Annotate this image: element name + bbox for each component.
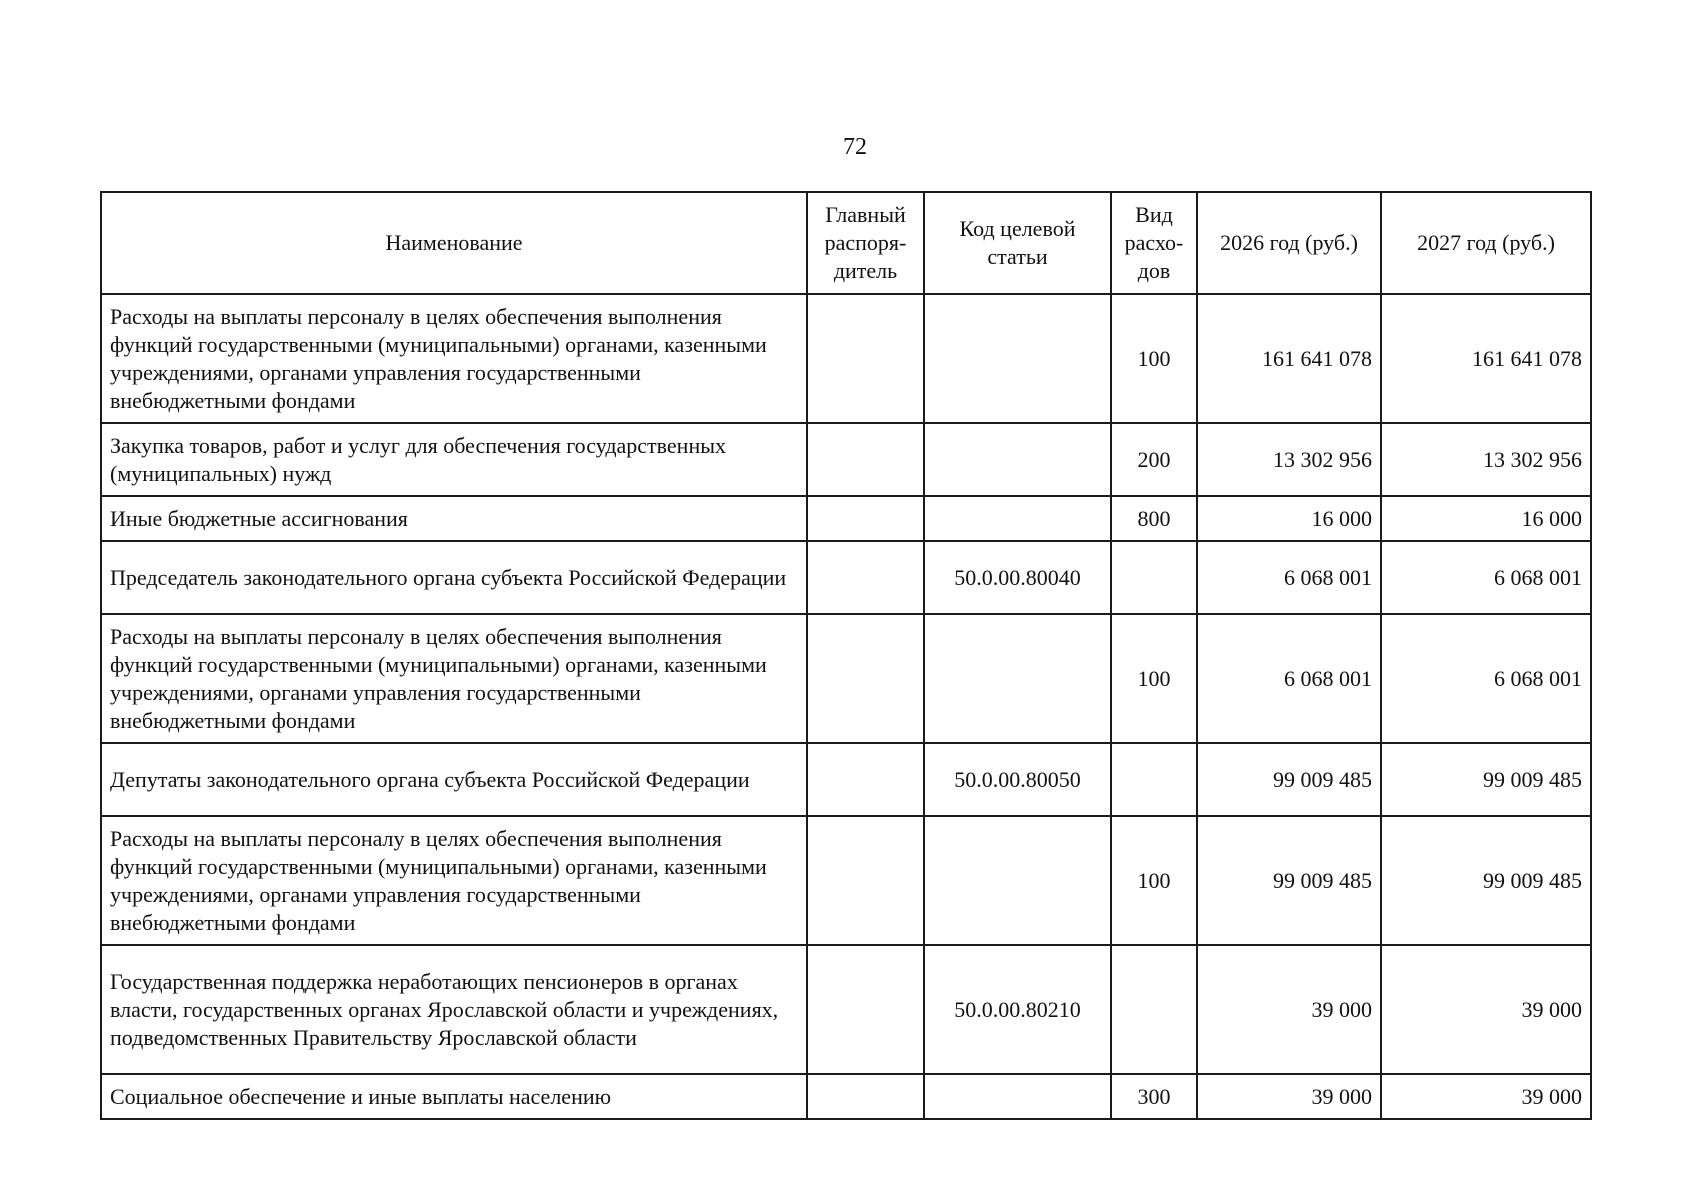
table-row: [101, 294, 1591, 423]
row-2026: 39 000: [1197, 945, 1381, 1074]
page-number: 72: [843, 134, 867, 160]
row-type: [1111, 743, 1197, 816]
row-name: Председатель законодательного органа субъекта Российской Федерации: [101, 541, 807, 614]
header-2027: 2027 год (руб.): [1381, 192, 1591, 294]
row-type: 100: [1111, 816, 1197, 945]
row-2026: 6 068 001: [1197, 614, 1381, 743]
row-type: 300: [1111, 1074, 1197, 1119]
row-2026: 6 068 001: [1197, 541, 1381, 614]
row-2027: 13 302 956: [1381, 423, 1591, 496]
header-code: Код целевой статьи: [924, 192, 1111, 294]
table-row: [101, 614, 1591, 743]
row-name: Депутаты законодательного органа субъекта Российской Федерации: [101, 743, 807, 816]
row-name: Социальное обеспечение и иные выплаты населению: [101, 1074, 807, 1119]
row-2026: 39 000: [1197, 1074, 1381, 1119]
row-type: 100: [1111, 614, 1197, 743]
row-admin: [807, 423, 924, 496]
row-2027: 6 068 001: [1381, 541, 1591, 614]
row-code: 50.0.00.80210: [924, 945, 1111, 1074]
table-row: [101, 1074, 1591, 1119]
row-2027: 99 009 485: [1381, 743, 1591, 816]
row-code: [924, 294, 1111, 423]
row-2027: 161 641 078: [1381, 294, 1591, 423]
row-code: [924, 614, 1111, 743]
table-row: [101, 423, 1591, 496]
budget-table: [100, 191, 1592, 1120]
header-admin: Главный распоря-дитель: [807, 192, 924, 294]
table-row: [101, 496, 1591, 541]
table-header-row: [101, 192, 1591, 294]
row-code: [924, 816, 1111, 945]
row-code: 50.0.00.80050: [924, 743, 1111, 816]
row-name: Расходы на выплаты персоналу в целях обеспечения выполнения функций государственными (муниципальными) органами, казенными учреждениями, органами управления государственными внебюджетными фондами: [101, 294, 807, 423]
row-admin: [807, 945, 924, 1074]
header-type: Вид расхо-дов: [1111, 192, 1197, 294]
row-2026: 99 009 485: [1197, 743, 1381, 816]
row-code: [924, 423, 1111, 496]
row-2027: 16 000: [1381, 496, 1591, 541]
row-name: Иные бюджетные ассигнования: [101, 496, 807, 541]
row-code: [924, 496, 1111, 541]
row-2027: 6 068 001: [1381, 614, 1591, 743]
row-type: [1111, 541, 1197, 614]
row-type: 100: [1111, 294, 1197, 423]
row-2026: 161 641 078: [1197, 294, 1381, 423]
row-type: [1111, 945, 1197, 1074]
row-type: 800: [1111, 496, 1197, 541]
table-row: [101, 541, 1591, 614]
row-admin: [807, 496, 924, 541]
row-name: Закупка товаров, работ и услуг для обеспечения государственных (муниципальных) нужд: [101, 423, 807, 496]
row-name: Государственная поддержка неработающих пенсионеров в органах власти, государственных органах Ярославской области и учреждениях, подведомственных Правительству Ярославской области: [101, 945, 807, 1074]
row-2027: 39 000: [1381, 945, 1591, 1074]
row-name: Расходы на выплаты персоналу в целях обеспечения выполнения функций государственными (муниципальными) органами, казенными учреждениями, органами управления государственными внебюджетными фондами: [101, 614, 807, 743]
row-admin: [807, 614, 924, 743]
row-admin: [807, 541, 924, 614]
row-admin: [807, 816, 924, 945]
row-admin: [807, 1074, 924, 1119]
row-name: Расходы на выплаты персоналу в целях обеспечения выполнения функций государственными (муниципальными) органами, казенными учреждениями, органами управления государственными внебюджетными фондами: [101, 816, 807, 945]
row-2027: 39 000: [1381, 1074, 1591, 1119]
header-name: Наименование: [101, 192, 807, 294]
table-row: [101, 816, 1591, 945]
table-row: [101, 945, 1591, 1074]
row-2026: 99 009 485: [1197, 816, 1381, 945]
row-admin: [807, 743, 924, 816]
row-2026: 13 302 956: [1197, 423, 1381, 496]
row-admin: [807, 294, 924, 423]
row-2027: 99 009 485: [1381, 816, 1591, 945]
table-row: [101, 743, 1591, 816]
row-type: 200: [1111, 423, 1197, 496]
header-2026: 2026 год (руб.): [1197, 192, 1381, 294]
row-code: [924, 1074, 1111, 1119]
row-2026: 16 000: [1197, 496, 1381, 541]
row-code: 50.0.00.80040: [924, 541, 1111, 614]
